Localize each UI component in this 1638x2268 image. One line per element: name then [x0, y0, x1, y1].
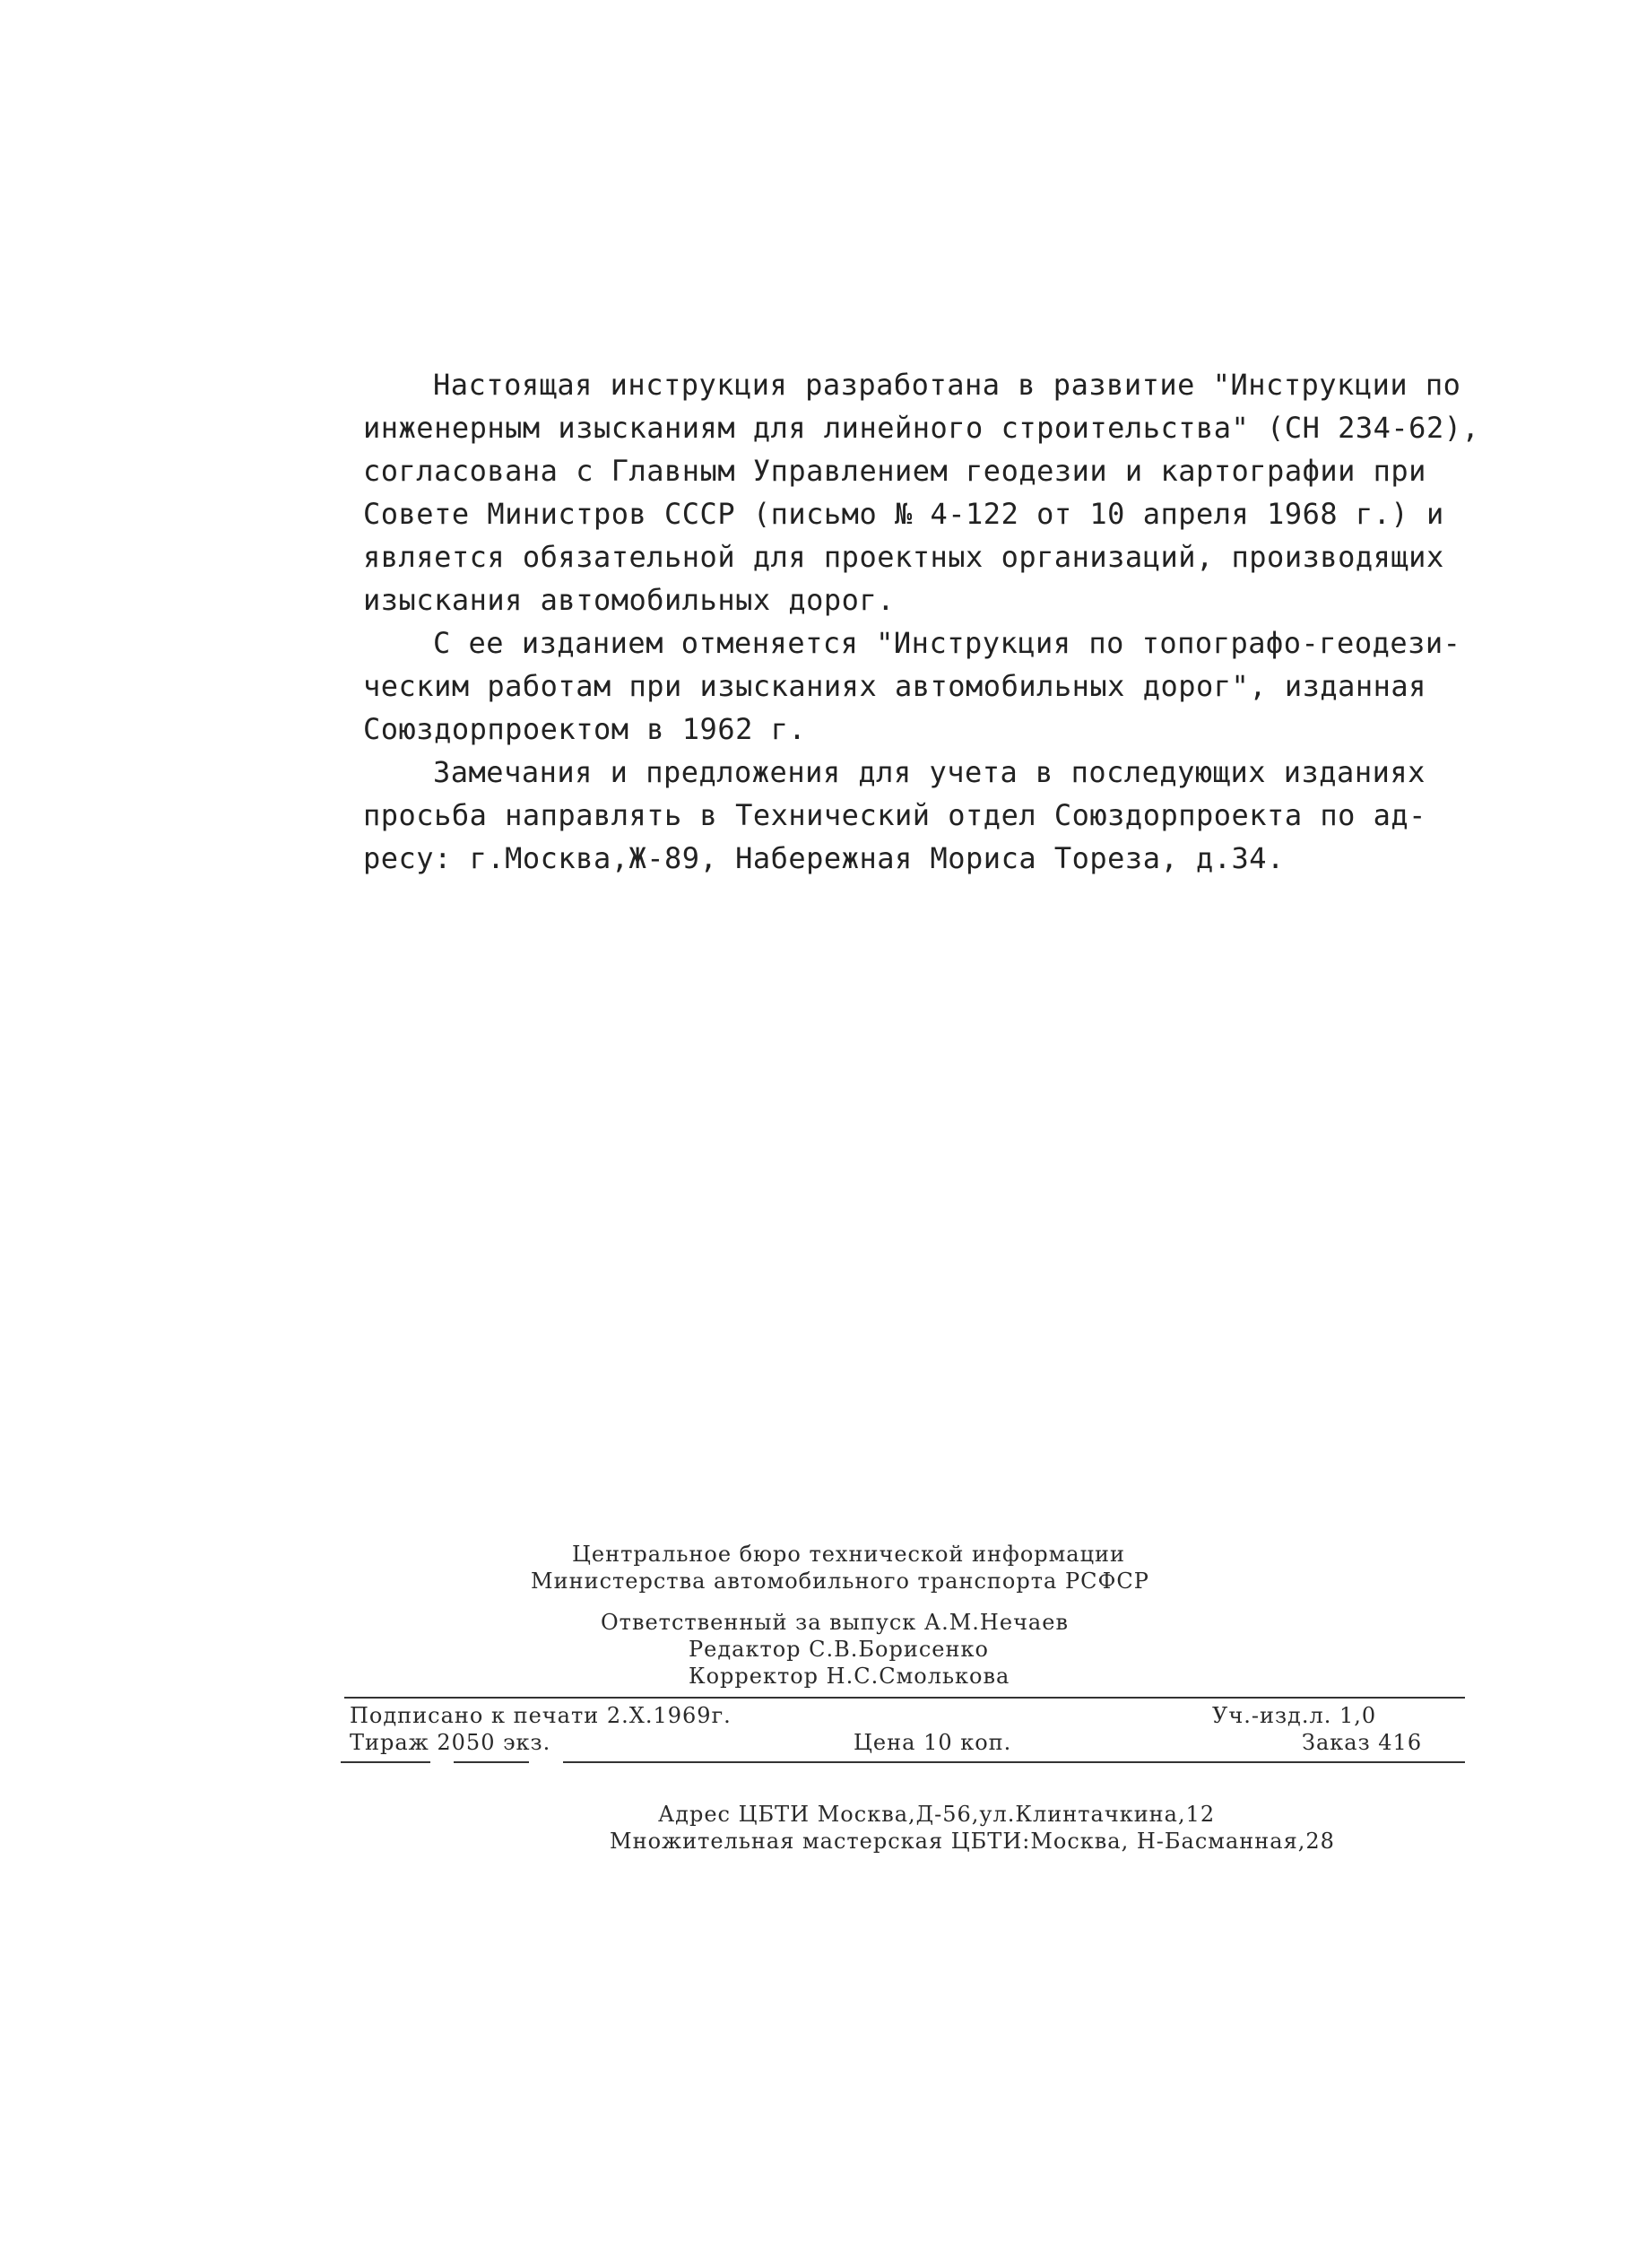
imprint-org-line1: Центральное бюро технической информации [572, 1542, 1126, 1567]
text-line-7: С ее изданием отменяется "Инструкция по топографо-геодези- [433, 626, 1461, 660]
imprint-proofreader: Корректор Н.С.Смолькова [689, 1664, 1010, 1689]
text-line-5: является обязательной для проектных организаций, производящих [363, 540, 1444, 574]
imprint-circulation: Тираж 2050 экз. [350, 1730, 551, 1755]
text-line-2: инженерным изысканиям для линейного строительства" (СН 234-62), [363, 411, 1480, 445]
main-text-block [363, 363, 1480, 880]
imprint-bottom-rule [563, 1761, 1465, 1763]
imprint-org-line2: Министерства автомобильного транспорта РСФСР [531, 1568, 1149, 1594]
text-line-11: просьба направлять в Технический отдел Союздорпроекта по ад- [363, 798, 1426, 832]
text-line-4: Совете Министров СССР (письмо № 4-122 от 10 апреля 1968 г.) и [363, 497, 1444, 531]
imprint-address1: Адрес ЦБТИ Москва,Д-56,ул.Клинтачкина,12 [658, 1802, 1216, 1827]
imprint-signed: Подписано к печати 2.X.1969г. [350, 1703, 732, 1728]
text-line-8: ческим работам при изысканиях автомобильных дорог", изданная [363, 669, 1426, 703]
imprint-order: Заказ 416 [1302, 1730, 1423, 1755]
imprint-top-rule [344, 1697, 1465, 1699]
text-line-9: Союздорпроектом в 1962 г. [363, 712, 807, 746]
imprint-price: Цена 10 коп. [854, 1730, 1012, 1755]
imprint-volume: Уч.-изд.л. 1,0 [1212, 1703, 1377, 1728]
text-line-6: изыскания автомобильных дорог. [363, 583, 895, 617]
imprint-rule-segment-2 [454, 1761, 529, 1763]
imprint-editor: Редактор С.В.Борисенко [689, 1637, 989, 1662]
text-line-1: Настоящая инструкция разработана в развитие "Инструкции по [433, 368, 1461, 402]
imprint-responsible: Ответственный за выпуск А.М.Нечаев [601, 1610, 1069, 1635]
imprint-rule-segment-1 [341, 1761, 430, 1763]
text-line-3: согласована с Главным Управлением геодезии и картографии при [363, 454, 1426, 488]
text-line-12: ресу: г.Москва,Ж-89, Набережная Мориса Тореза, д.34. [363, 841, 1285, 875]
imprint-address2: Множительная мастерская ЦБТИ:Москва, Н-Басманная,28 [610, 1829, 1335, 1854]
text-line-10: Замечания и предложения для учета в последующих изданиях [433, 755, 1426, 789]
